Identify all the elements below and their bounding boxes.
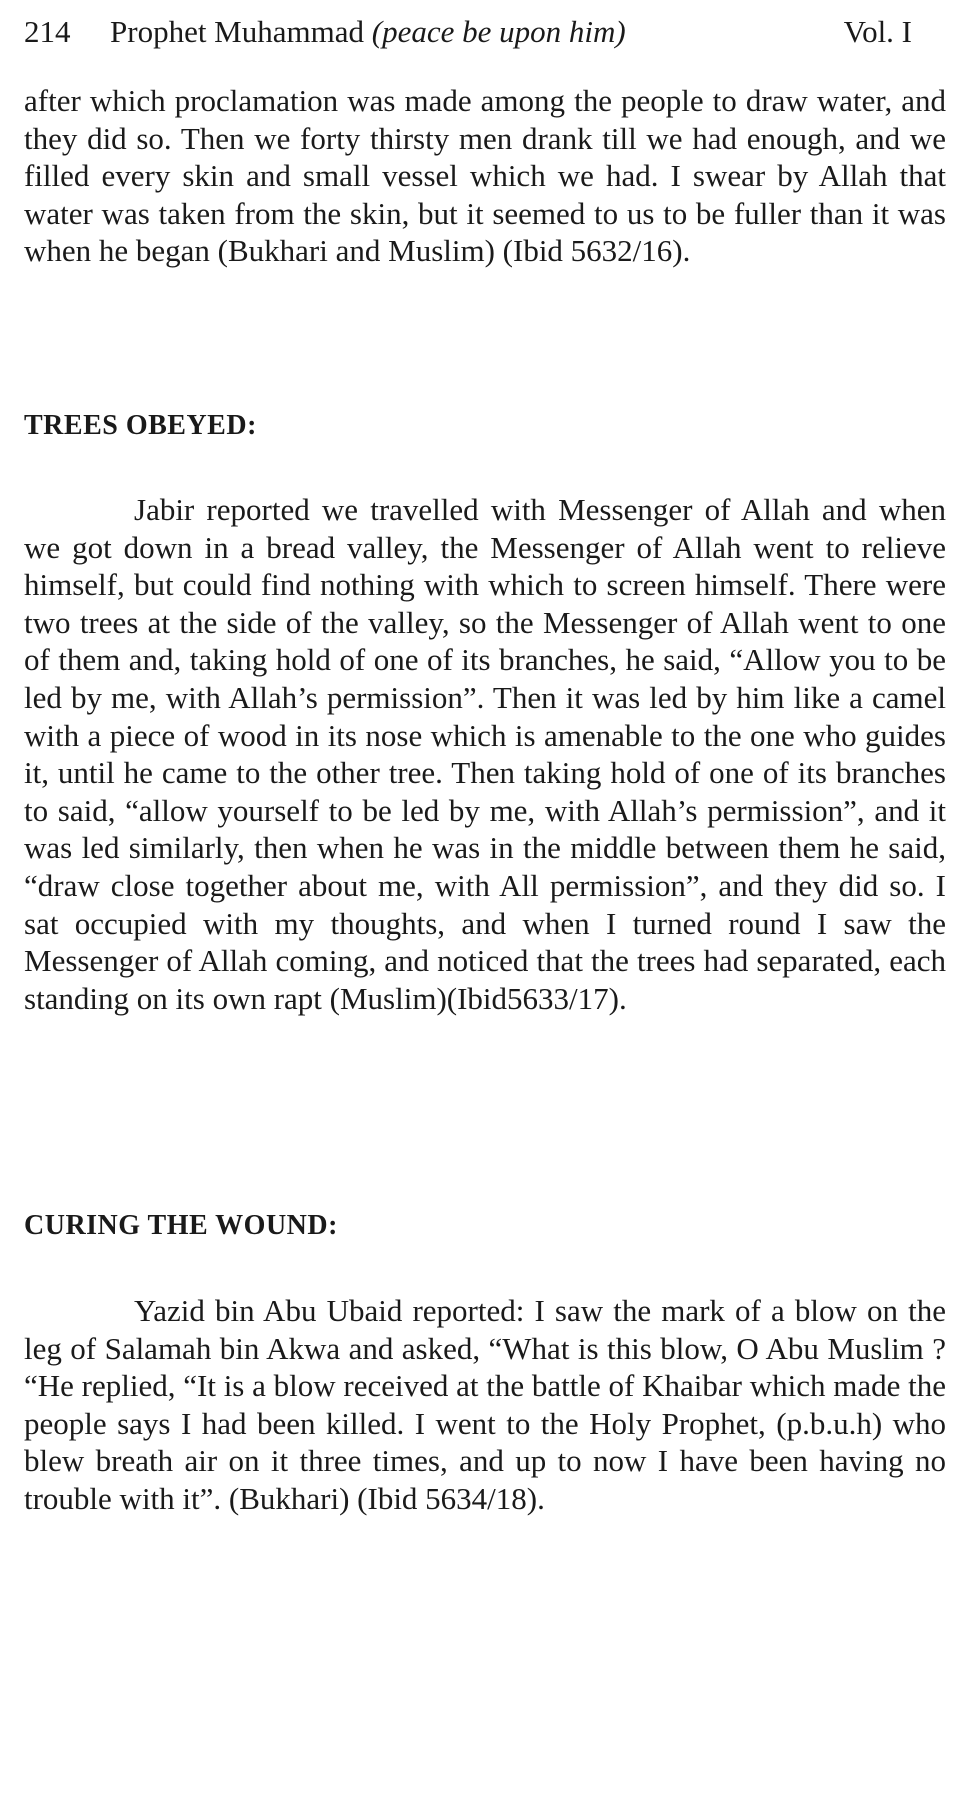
running-header [24,12,946,52]
page-number: 214 [24,14,71,49]
book-title [110,12,626,52]
trees-obeyed-paragraph: Jabir reported we travelled with Messenger of Allah and when we got down in a bread valley, the Messenger of Allah went to relieve himself, but could find nothing with which to screen himself. There were two trees at the side of the valley, so the Messenger of Allah went to one of them and, taking hold of one of its branches, he said, “Allow you to be led by me, with Allah’s permission”. Then it was led by him like a camel with a piece of wood in its nose which is amenable to the one who guides it, until he came to the other tree. Then taking hold of one of its branches to said, “allow yourself to be led by me, with Allah’s permission”, and it was led similarly, then when he was in the middle between them he said, “draw close together about me, with All permission”, and they did so. I sat occupied with my thoughts, and when I turned round I saw the Messenger of Allah coming, and noticed that the trees had separated, each standing on its own rapt (Muslim)(Ibid5633/17). [24,492,946,1016]
continued-paragraph: after which proclamation was made among the people to draw water, and they did so. Then we forty thirsty men drank till we had enough, and we filled every skin and small vessel which we had. I swear by Allah that water was taken from the skin, but it seemed to us to be fuller than it was when he began (Bukhari and Muslim) (Ibid 5632/16). [24,83,946,269]
section-heading-curing-the-wound: CURING THE WOUND: [24,1210,338,1241]
curing-the-wound-paragraph: Yazid bin Abu Ubaid reported: I saw the mark of a blow on the leg of Salamah bin Akwa and asked, “What is this blow, O Abu Muslim ? “He replied, “It is a blow received at the battle of Khaibar which made the people says I had been killed. I went to the Holy Prophet, (p.b.u.h) who blew breath air on it three times, and up to now I have been having no trouble with it”. (Bukhari) (Ibid 5634/18). [24,1293,946,1516]
book-title-subtitle: (peace be upon him) [371,14,626,49]
book-title-main: Prophet Muhammad [110,14,364,49]
volume-label: Vol. I [843,14,912,49]
section-heading-trees-obeyed: TREES OBEYED: [24,410,257,441]
